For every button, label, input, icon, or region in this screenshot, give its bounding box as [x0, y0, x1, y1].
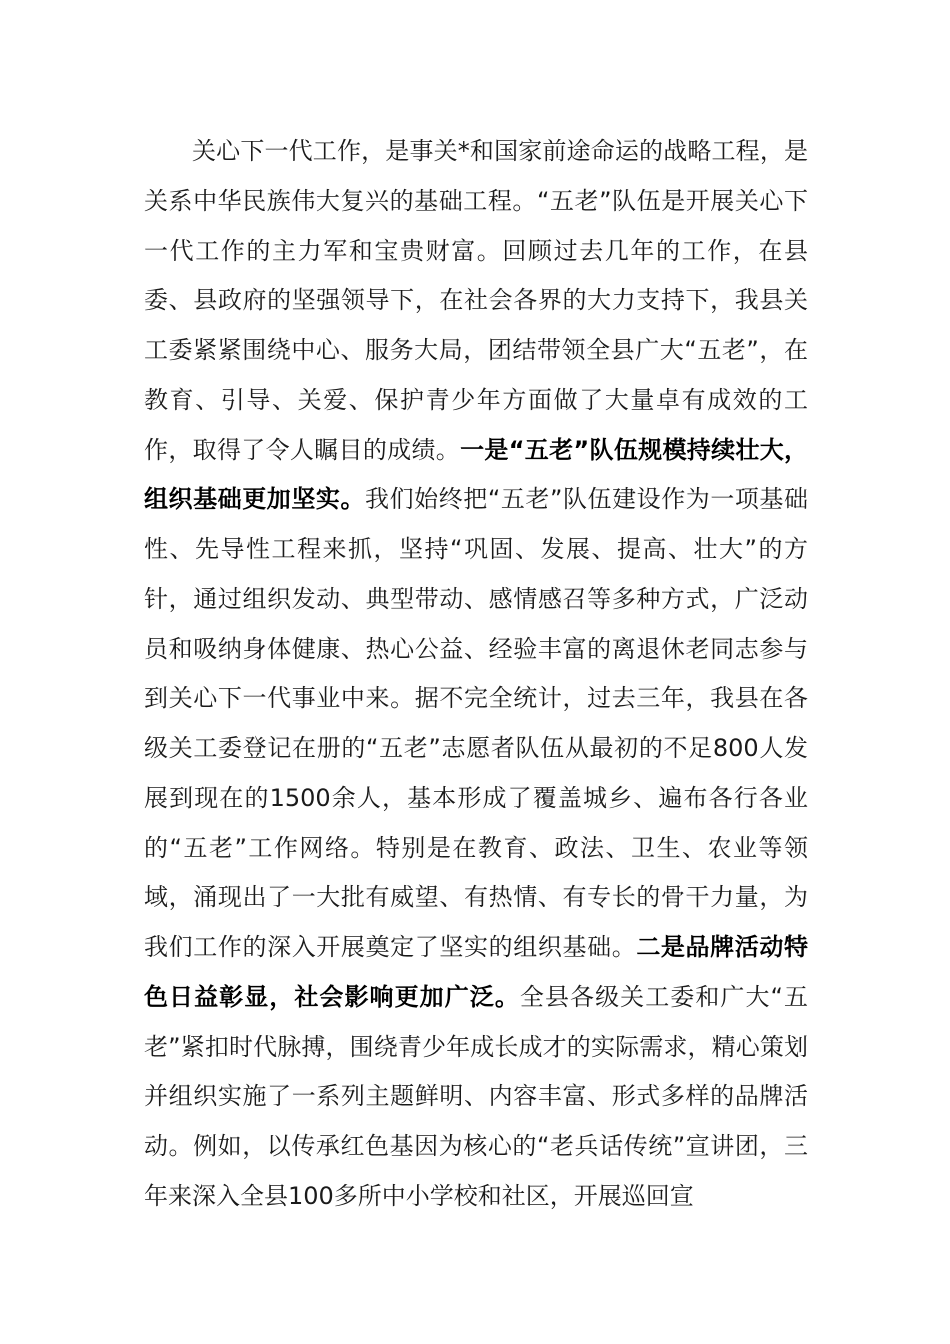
paragraph-text-3: 全县各级关工委和广大“五老”紧扣时代脉搏，围绕青少年成长成才的实际需求，精心策划并组织实施了一系列主题鲜明、内容丰富、形式多样的品牌活动。例如，以传承红色基因为核心的“老兵话传统”宣讲团，三年来深入全县100多所中小学校和社区，开展巡回宣	[144, 982, 809, 1210]
bold-heading-2: 二是品牌活动特色日益彰显，社会影响更加广泛。	[144, 933, 809, 1011]
bold-heading-1: 一是“五老”队伍规模持续壮大，组织基础更加坚实。	[144, 435, 809, 514]
body-paragraph	[144, 127, 808, 1222]
paragraph-text-1: 关心下一代工作，是事关*和国家前途命运的战略工程，是关系中华民族伟大复兴的基础工程。“五老”队伍是开展关心下一代工作的主力军和宝贵财富。回顾过去几年的工作，在县委、县政府的坚强领导下，在社会各界的大力支持下，我县关工委紧紧围绕中心、服务大局，团结带领全县广大“五老”，在教育、引导、关爱、保护青少年方面做了大量卓有成效的工作，取得了令人瞩目的成绩。	[144, 137, 808, 464]
paragraph-text-2: 我们始终把“五老”队伍建设作为一项基础性、先导性工程来抓，坚持“巩固、发展、提高、壮大”的方针，通过组织发动、典型带动、感情感召等多种方式，广泛动员和吸纳身体健康、热心公益、经验丰富的离退休老同志参与到关心下一代事业中来。据不完全统计，过去三年，我县在各级关工委登记在册的“五老”志愿者队伍从最初的不足800人发展到现在的1500余人，基本形成了覆盖城乡、遍布各行各业的“五老”工作网络。特别是在教育、政法、卫生、农业等领域，涌现出了一大批有威望、有热情、有专长的骨干力量，为我们工作的深入开展奠定了坚实的组织基础。	[144, 485, 808, 961]
